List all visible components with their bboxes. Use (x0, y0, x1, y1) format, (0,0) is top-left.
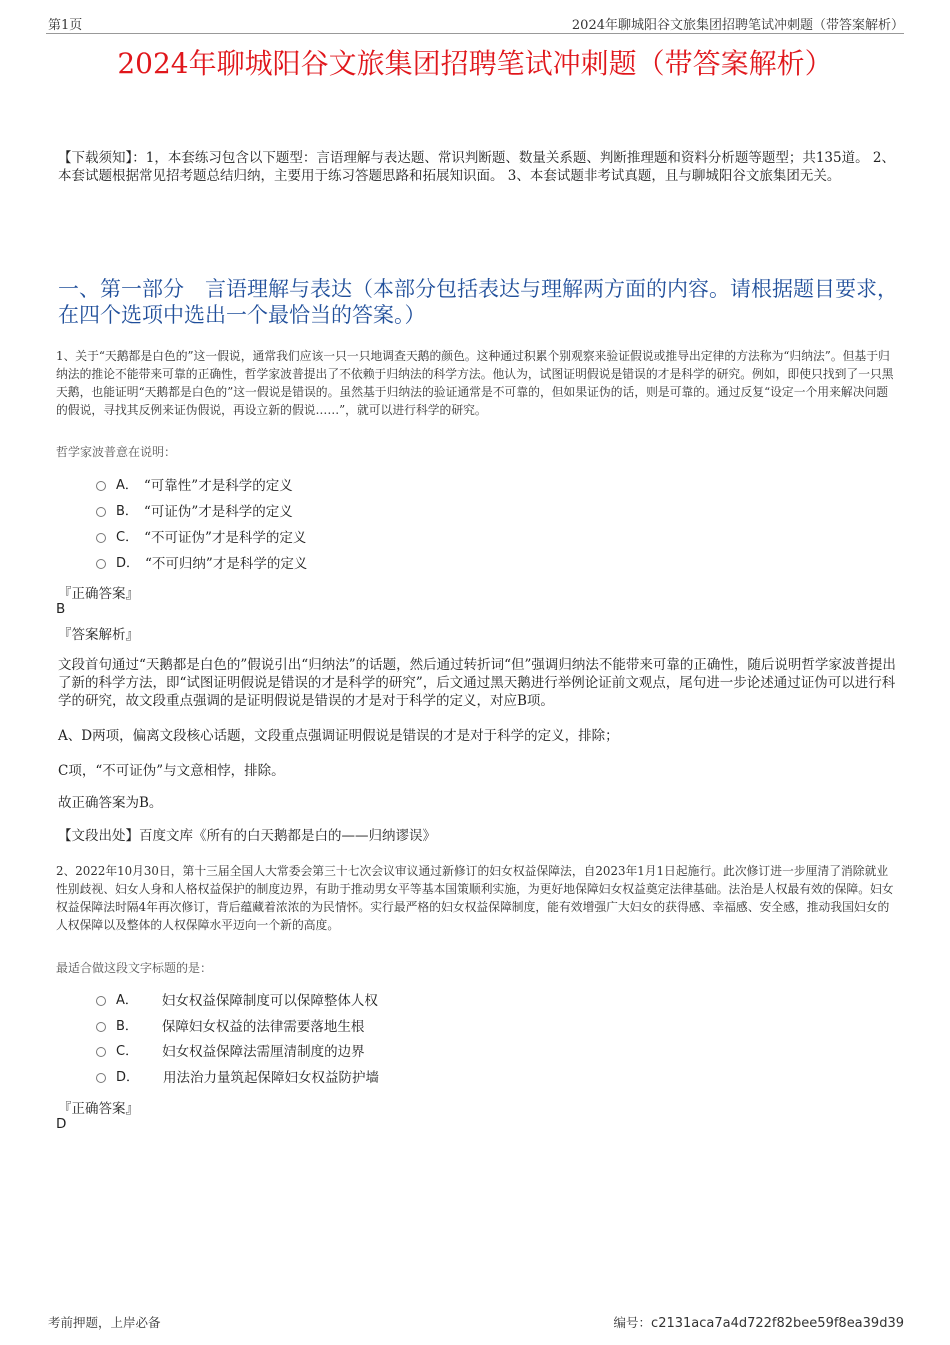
question-1-analysis: 文段首句通过“天鹅都是白色的”假说引出“归纳法”的话题，然后通过转折词“但”强调归纳法不能带来可靠的正确性，随后说明哲学家波普提出了新的科学方法，即“试图证明假说是错误的才是科学的研究”，后文通过黑天鹅进行举例论证前文观点，尾句进一步论述通过证伪可以进行科学的研究，故文段重点强调的是证明假说是错误的才是对于科学的定义，对应B项。 (58, 657, 896, 709)
question-2-answer-label: 『正确答案』 (58, 1101, 139, 1117)
question-2-answer: D (56, 1116, 67, 1132)
option-text: “可靠性”才是科学的定义 (143, 478, 293, 494)
section-heading: 一、第一部分 言语理解与表达（本部分包括表达与理解两方面的内容。请根据题目要求，在四个选项中选出一个最恰当的答案。） (58, 277, 898, 327)
radio-icon[interactable] (96, 533, 106, 543)
question-1-option-a[interactable] (96, 477, 293, 495)
running-title: 2024年聊城阳谷文旅集团招聘笔试冲刺题（带答案解析） (571, 18, 904, 33)
question-1-answer: B (56, 601, 66, 617)
option-letter: B． (116, 504, 138, 519)
radio-icon[interactable] (96, 559, 106, 569)
radio-icon[interactable] (96, 1073, 106, 1083)
option-text: “不可证伪”才是科学的定义 (144, 530, 307, 546)
question-2-option-a[interactable] (96, 992, 378, 1010)
question-2-prompt: 最适合做这段文字标题的是： (56, 961, 213, 975)
option-text: 用法治力量筑起保障妇女权益防护墙 (163, 1070, 380, 1086)
option-letter: D． (116, 556, 140, 571)
code-value: c2131aca7a4d722f82bee59f8ea39d39 (651, 1316, 904, 1331)
code-label: 编号： (613, 1315, 652, 1330)
radio-icon[interactable] (96, 1047, 106, 1057)
question-1-source: 【文段出处】百度文库《所有的白天鹅都是白的——归纳谬误》 (58, 828, 436, 844)
page-number: 第1页 (48, 18, 83, 33)
question-1-option-d[interactable] (96, 555, 307, 573)
question-1-option-c[interactable] (96, 529, 306, 547)
question-1-prompt: 哲学家波普意在说明： (56, 445, 177, 459)
question-1-analysis: C项，“不可证伪”与文意相悖，排除。 (58, 763, 285, 779)
header-divider (46, 33, 904, 34)
question-1-analysis: A、D两项，偏离文段核心话题，文段重点强调证明假说是错误的才是对于科学的定义，排除； (58, 728, 619, 744)
radio-icon[interactable] (96, 481, 106, 491)
option-text: “不可归纳”才是科学的定义 (145, 556, 308, 572)
option-text: 妇女权益保障制度可以保障整体人权 (161, 993, 378, 1009)
option-letter: D． (116, 1070, 140, 1085)
document-code (614, 1313, 904, 1331)
option-letter: C． (116, 1044, 139, 1059)
radio-icon[interactable] (96, 1022, 106, 1032)
question-1-answer-label: 『正确答案』 (58, 586, 139, 602)
question-2-option-d[interactable] (96, 1069, 379, 1087)
option-text: “可证伪”才是科学的定义 (143, 504, 293, 520)
question-1-analysis-label: 『答案解析』 (58, 627, 139, 643)
option-text: 保障妇女权益的法律需要落地生根 (161, 1019, 365, 1035)
option-letter: A． (116, 478, 138, 493)
question-1-text: 1、关于“天鹅都是白色的”这一假说，通常我们应该一只一只地调查天鹅的颜色。这种通过积累个别观察来验证假说或推导出定律的方法称为“归纳法”。但基于归纳法的推论不能带来可靠的正确性，哲学家波普提出了不依赖于归纳法的科学方法。他认为，试图证明假说是错误的才是科学的研究。例如，即使只找到了一只黑天鹅，也能证明“天鹅都是白色的”这一假说是错误的。虽然基于归纳法的验证通常是不可靠的，但如果证伪的话，则是可靠的。通过反复“设定一个用来解决问题的假说，寻找其反例来证伪假说，再设立新的假说……”，就可以进行科学的研究。 (56, 349, 894, 417)
question-2-option-c[interactable] (96, 1043, 365, 1061)
question-1-conclusion: 故正确答案为B。 (58, 795, 163, 811)
radio-icon[interactable] (96, 507, 106, 517)
question-1-option-b[interactable] (96, 503, 293, 521)
option-text: 妇女权益保障法需厘清制度的边界 (162, 1044, 365, 1060)
option-letter: B． (116, 1019, 138, 1034)
radio-icon[interactable] (96, 996, 106, 1006)
option-letter: A． (116, 993, 138, 1008)
download-notice: 【下载须知】：1，本套练习包含以下题型：言语理解与表达题、常识判断题、数量关系题、判断推理题和资料分析题等题型；共135道。 2、本套试题根据常见招考题总结归纳，主要用于练习答题思路和拓展知识面。 3、本套试题非考试真题，且与聊城阳谷文旅集团无关。 (58, 150, 895, 184)
question-2-text: 2、2022年10月30日，第十三届全国人大常委会第三十七次会议审议通过新修订的妇女权益保障法，自2023年1月1日起施行。此次修订进一步厘清了消除就业性别歧视、妇女人身和人格权益保护的制度边界，有助于推动男女平等基本国策顺利实施，为更好地保障妇女权益奠定法律基础。法治是人权最有效的保障。妇女权益保障法时隔4年再次修订，背后蕴藏着浓浓的为民情怀。实行最严格的妇女权益保障制度，能有效增强广大妇女的获得感、幸福感、安全感，推动我国妇女的人权保障以及整体的人权保障水平迈向一个新的高度。 (56, 864, 894, 932)
question-2-option-b[interactable] (96, 1018, 364, 1036)
footer-slogan: 考前押题，上岸必备 (48, 1315, 161, 1330)
document-title: 2024年聊城阳谷文旅集团招聘笔试冲刺题（带答案解析） (117, 47, 833, 80)
option-letter: C． (116, 530, 139, 545)
